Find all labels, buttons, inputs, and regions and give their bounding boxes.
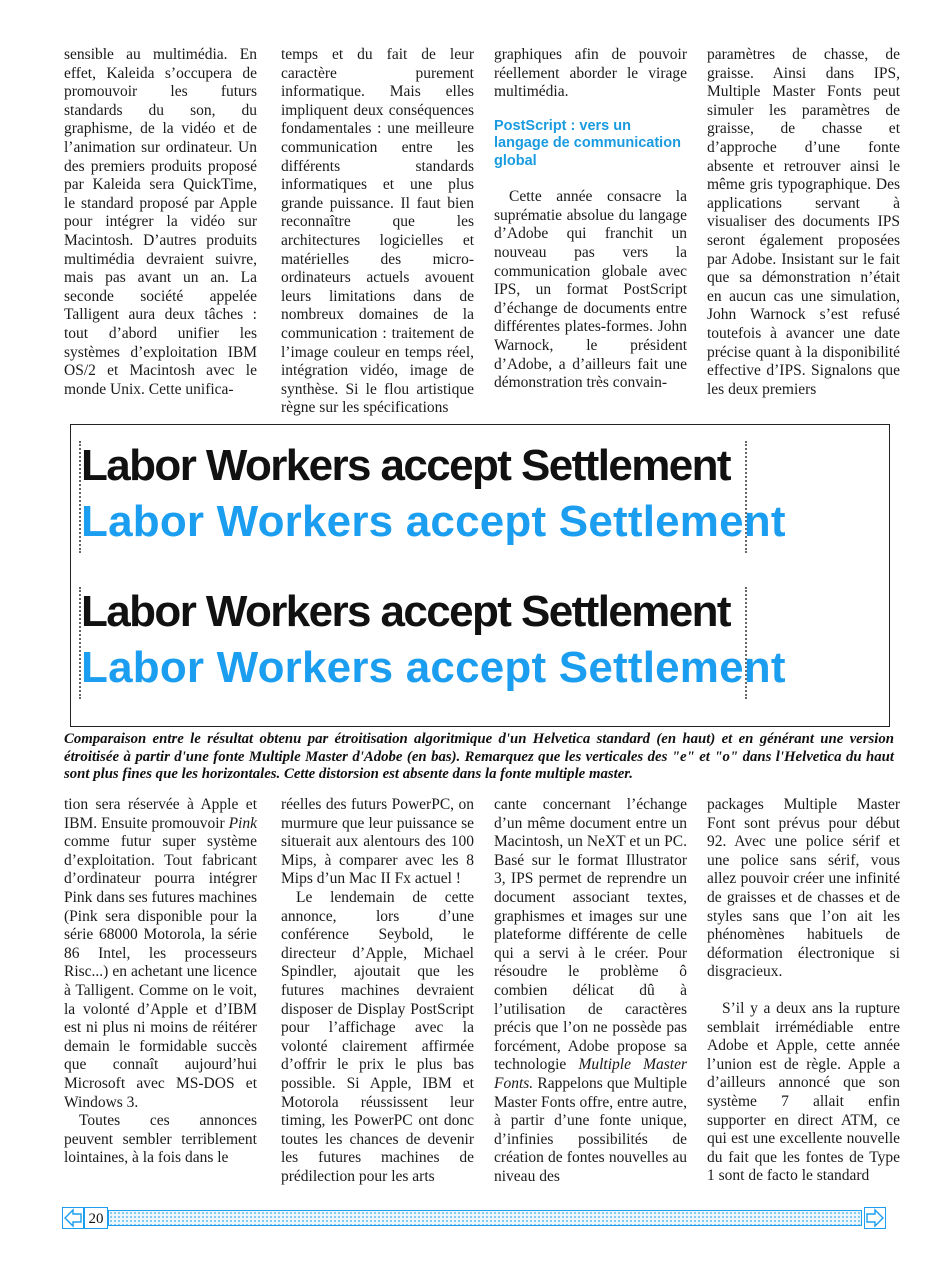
paragraph: Cette année consacre la suprématie absolue du langage d’Adobe qui franchit un nouveau pas vers la communication globale avec IPS, un format PostScript d’échange de documents entre différentes plates-formes. John Warnock, le président d’Adobe, a d’ailleurs fait une démonstration très convain- [494,188,687,392]
paragraph: Le lendemain de cette annonce, lors d’une conférence Seybold, le directeur d’Apple, Michael Spindler, ajoutait que les futures machines devraient disposer de Display PostScript pour l’affichage avec la volonté clairement affirmée d’offrir le prix le plus bas possible. Si Apple, IBM et Motorola réussissent leur timing, les PowerPC ont donc toutes les chances de devenir les futures machines de prédilection pour les arts [281,888,474,1185]
dotted-footer-bar [108,1210,862,1226]
sample-helvetica-condensed-black: Labor Workers accept Settlement [81,441,730,490]
baseline-guide-left-top [79,441,81,553]
article-column-3-top [494,46,687,393]
paragraph: cante concernant l’échange d’un même document entre un Macintosh, un NeXT et un PC. Basé sur le format Illustrator 3, IPS permet de reprendre un document associant textes, graphismes et images sur une plateforme différente de celle qui a servi à le créer. Pour résoudre le problème ô combien délicat dû à l’utilisation de caractères précis que l’on ne possède pas forcément, Adobe propose sa technologie Multiple Master Fonts. Rappelons que Multiple Master Fonts offre, entre autre, à partir d’une fonte unique, d’infinies possibilités de création de fontes nouvelles au niveau des [494,796,687,1185]
baseline-guide-right-top [745,441,747,553]
paragraph: sensible au multimédia. En effet, Kaleida s’occupera de promouvoir les futurs standards du son, du graphisme, de la vidéo et de l’animation sur ordinateur. Un des premiers produits proposé par Kaleida sera QuickTime, le standard proposé par Apple pour intégrer la vidéo sur Macintosh. D’autres produits multimédia devraient suivre, mais pas avant un an. La seconde société appelée Talligent aura deux tâches : tout d’abord unifier les systèmes d’exploitation IBM OS/2 et Macintosh avec le monde Unix. Cette unifica- [64,46,257,398]
article-column-1-top [64,46,257,399]
article-column-4-top [707,46,900,399]
article-column-1-bottom [64,796,257,1168]
page-number: 20 [84,1207,108,1229]
paragraph: S’il y a deux ans la rupture semblait irrémédiable entre Adobe et Apple, cette année l’union est de règle. Apple a d’ailleurs annoncé que son système 7 allait enfin supporter en direct ATM, ce qui est une excellente nouvelle du fait que les fontes de Type 1 sont de facto le standard [707,999,900,1185]
paragraph: paramètres de chasse, de graisse. Ainsi dans IPS, Multiple Master Fonts peut simuler les paramètres de graisse, de chasse et d’approche d’une fonte absente et retrouver ainsi le même gris typographique. Des applications servant à visualiser des documents IPS seront également proposées par Adobe. Insistant sur le fait que sa démonstration n’était en aucun cas une simulation, John Warnock s’est refusé toutefois à avancer une date précise quant à la disponibilité effective d’IPS. Signalons que les deux premiers [707,46,900,398]
article-column-2-bottom [281,796,474,1186]
paragraph: graphiques afin de pouvoir réellement aborder le virage multimédia. [494,46,687,101]
baseline-guide-right-bottom [745,587,747,699]
sample-multiple-master-standard-blue: Labor Workers accept Settlement [81,643,786,692]
arrow-right-icon[interactable] [864,1207,886,1229]
article-column-2-top [281,46,474,418]
paragraph: temps et du fait de leur caractère purement informatique. Mais elles impliquent deux conséquences fondamentales : une meilleure communication entre les différents standards informatiques et une plus grande puissance. Il faut bien reconnaître que les architectures logicielles et matérielles des micro-ordinateurs actuels avouent leurs limitations dans de nombreux domaines de la communication : traitement de l’image couleur en temps réel, intégration vidéo, image de synthèse. Si le flou artistique règne sur les spécifications [281,46,474,417]
arrow-left-icon[interactable] [62,1207,84,1229]
paragraph: packages Multiple Master Font sont prévus pour début 92. Avec une police sérif et une police sans sérif, vous allez pouvoir créer une infinité de graisses et de chasses et de styles sans que l’on ait les phénomènes habituels de déformation électronique si disgracieux. [707,796,900,981]
paragraph: tion sera réservée à Apple et IBM. Ensuite promouvoir Pink comme futur super système d’exploitation. Tout fabricant d’ordinateur pourra intégrer Pink dans ses futures machines (Pink sera disponible pour la série 68000 Motorola, la série 86 Intel, les processeurs Risc...) en achetant une licence à Talligent. Comme on le voit, la volonté d’Apple et d’IBM est ni plus ni moins de réitérer demain le formidable succès que connaît aujourd’hui Microsoft avec MS-DOS et Windows 3. [64,796,257,1111]
baseline-guide-left-bottom [79,587,81,699]
article-column-4-bottom [707,796,900,1186]
page-footer [62,1207,886,1229]
section-heading: PostScript : vers un langage de communication global [494,117,681,169]
paragraph: réelles des futurs PowerPC, on murmure que leur puissance se situerait aux alentours des 100 Mips, à comparer avec les 8 Mips d’un Mac II Fx actuel ! [281,796,474,888]
sample-helvetica-standard-blue: Labor Workers accept Settlement [81,497,786,546]
sample-multiple-master-condensed-black: Labor Workers accept Settlement [81,587,730,636]
figure-caption: Comparaison entre le résultat obtenu par étroitisation algoritmique d'un Helvetica standard (en haut) et en générant une version étroitisée à partir d'une fonte Multiple Master d'Adobe (en bas). Remarquez que les verticales des "e" et "o" dans l'Helvetica du haut sont plus fines que les horizontales. Cette distorsion est absente dans la fonte multiple master. [64,731,894,783]
article-column-3-bottom [494,796,687,1186]
paragraph: Toutes ces annonces peuvent sembler terriblement lointaines, à la fois dans le [64,1112,257,1167]
font-comparison-figure [70,424,890,727]
